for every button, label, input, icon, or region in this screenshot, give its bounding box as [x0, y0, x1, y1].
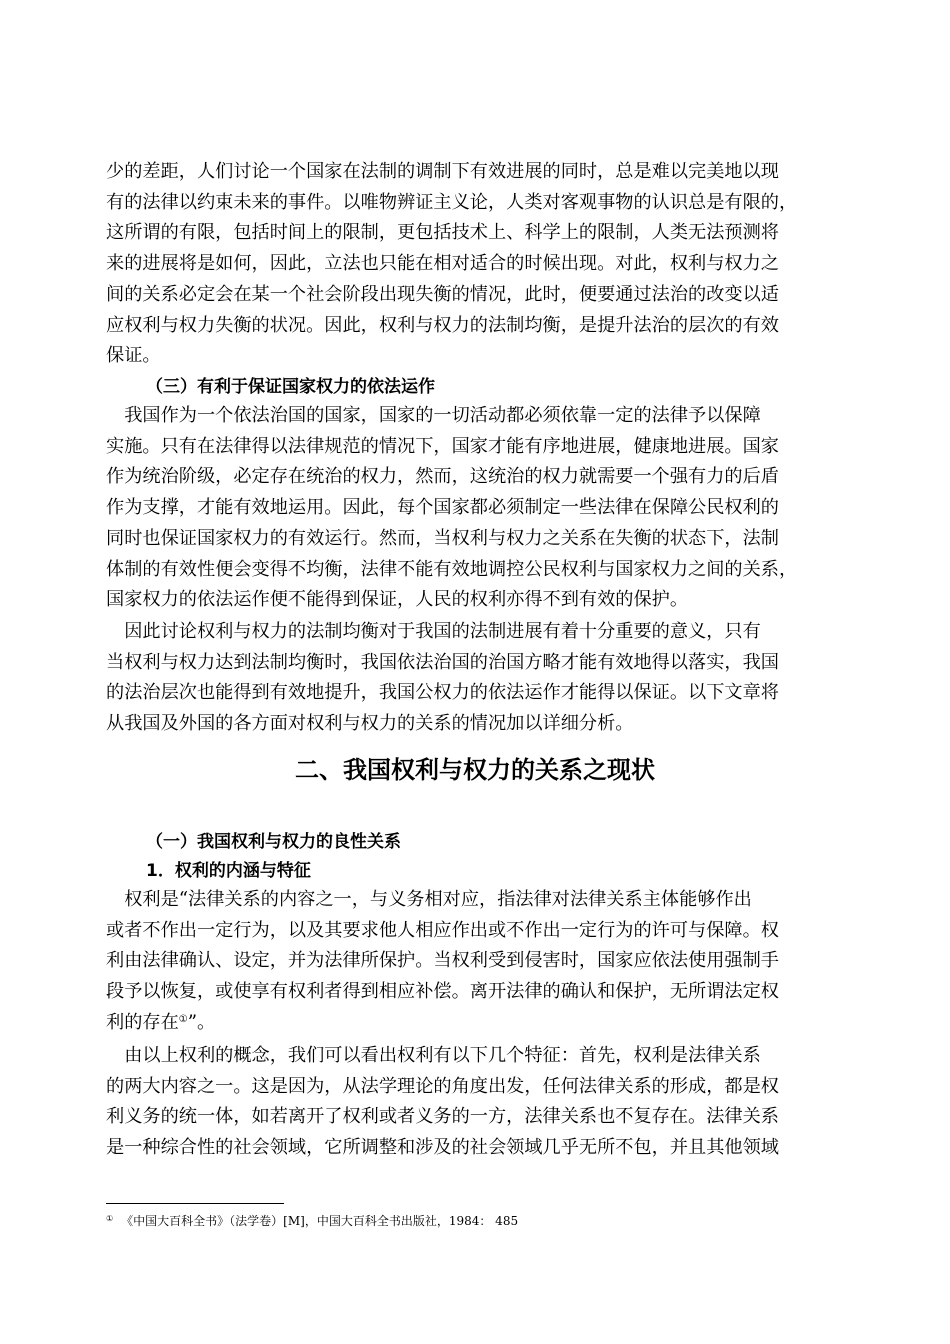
text-line: 国家权力的依法运作便不能得到保证，人民的权利亦得不到有效的保护。 [106, 589, 689, 611]
paragraph-legal-limits [106, 157, 828, 372]
text-line: 从我国及外国的各方面对权利与权力的关系的情况加以详细分析。 [106, 713, 634, 735]
text-line: 或者不作出一定行为，以及其要求他人相应作出或不作出一定行为的许可与保障。权 [106, 919, 779, 941]
text-line: 因此讨论权利与权力的法制均衡对于我国的法制进展有着十分重要的意义，只有 [106, 621, 761, 642]
text-line: 实施。只有在法律得以法律规范的情况下，国家才能有序地进展，健康地进展。国家 [106, 435, 779, 457]
text-fragment: 利的存在 [106, 1011, 179, 1033]
section-title: 二、我国权利与权力的关系之现状 [295, 756, 655, 784]
text-line: 体制的有效性便会变得不均衡，法律不能有效地调控公民权利与国家权力之间的关系， [106, 558, 798, 580]
text-line: 利由法律确认、设定，并为法律所保护。当权利受到侵害时，国家应依法使用强制手 [106, 950, 779, 972]
text-line: 由以上权利的概念，我们可以看出权利有以下几个特征：首先，权利是法律关系 [106, 1045, 761, 1066]
text-line: 利义务的统一体，如若离开了权利或者义务的一方，法律关系也不复存在。法律关系 [106, 1106, 779, 1128]
text-line: 这所谓的有限，包括时间上的限制，更包括技术上、科学上的限制，人类无法预测将 [106, 222, 779, 244]
footnote-reference[interactable]: ① [178, 1013, 188, 1025]
footnote-text: 《中国大百科全书》（法学卷）[M]，中国大百科全书出版社，1984： 485 [121, 1214, 519, 1228]
text-line: 间的关系必定会在某一个社会阶段出现失衡的情况，此时，便要通过法治的改变以适 [106, 283, 779, 305]
text-fragment: ”。 [187, 1011, 216, 1033]
text-line: 少的差距，人们讨论一个国家在法制的调制下有效进展的同时，总是难以完美地以现 [106, 161, 779, 182]
text-line: 应权利与权力失衡的状况。因此，权利与权力的法制均衡，是提升法治的层次的有效 [106, 314, 779, 336]
footnote-mark: ① [106, 1214, 114, 1223]
text-line: 当权利与权力达到法制均衡时，我国依法治国的治国方略才能有效地得以落实，我国 [106, 651, 779, 673]
text-line: 段予以恢复，或使享有权利者得到相应补偿。离开法律的确认和保护，无所谓法定权 [106, 981, 779, 1003]
paragraph-right-definition [106, 885, 828, 1039]
text-line: 的法治层次也能得到有效地提升，我国公权力的依法运作才能得以保证。以下文章将 [106, 682, 779, 704]
footnote [106, 1210, 518, 1230]
paragraph-significance [106, 617, 828, 740]
subsection-title: （一）我国权利与权力的良性关系 [146, 832, 401, 852]
footnote-divider [106, 1203, 284, 1204]
text-line: 的两大内容之一。这是因为，从法学理论的角度出发，任何法律关系的形成，都是权 [106, 1075, 779, 1097]
text-line: 作为支撑，才能有效地运用。因此，每个国家都必须制定一些法律在保障公民权利的 [106, 497, 779, 519]
text-line: 我国作为一个依法治国的国家，国家的一切活动都必须依靠一定的法律予以保障 [106, 405, 761, 426]
paragraph-state-power [106, 401, 828, 616]
text-line: 来的进展将是如何，因此，立法也只能在相对适合的时候出现。对此，权利与权力之 [106, 253, 779, 275]
text-line: 是一种综合性的社会领域，它所调整和涉及的社会领域几乎无所不包，并且其他领域 [106, 1137, 779, 1159]
text-line: 保证。 [106, 345, 161, 367]
text-line: 权利是“法律关系的内容之一，与义务相对应，指法律对法律关系主体能够作出 [106, 889, 752, 910]
text-line: 有的法律以约束未来的事件。以唯物辨证主义论，人类对客观事物的认识总是有限的， [106, 191, 798, 213]
text-line: 作为统治阶级，必定存在统治的权力，然而，这统治的权力就需要一个强有力的后盾 [106, 466, 779, 488]
text-line [106, 1008, 828, 1039]
heading-section-3: （三）有利于保证国家权力的依法运作 [146, 377, 435, 397]
text-line: 同时也保证国家权力的有效运行。然而，当权利与权力之关系在失衡的状态下，法制 [106, 527, 779, 549]
paragraph-right-features [106, 1041, 828, 1164]
item-title: 1．权利的内涵与特征 [146, 861, 311, 881]
